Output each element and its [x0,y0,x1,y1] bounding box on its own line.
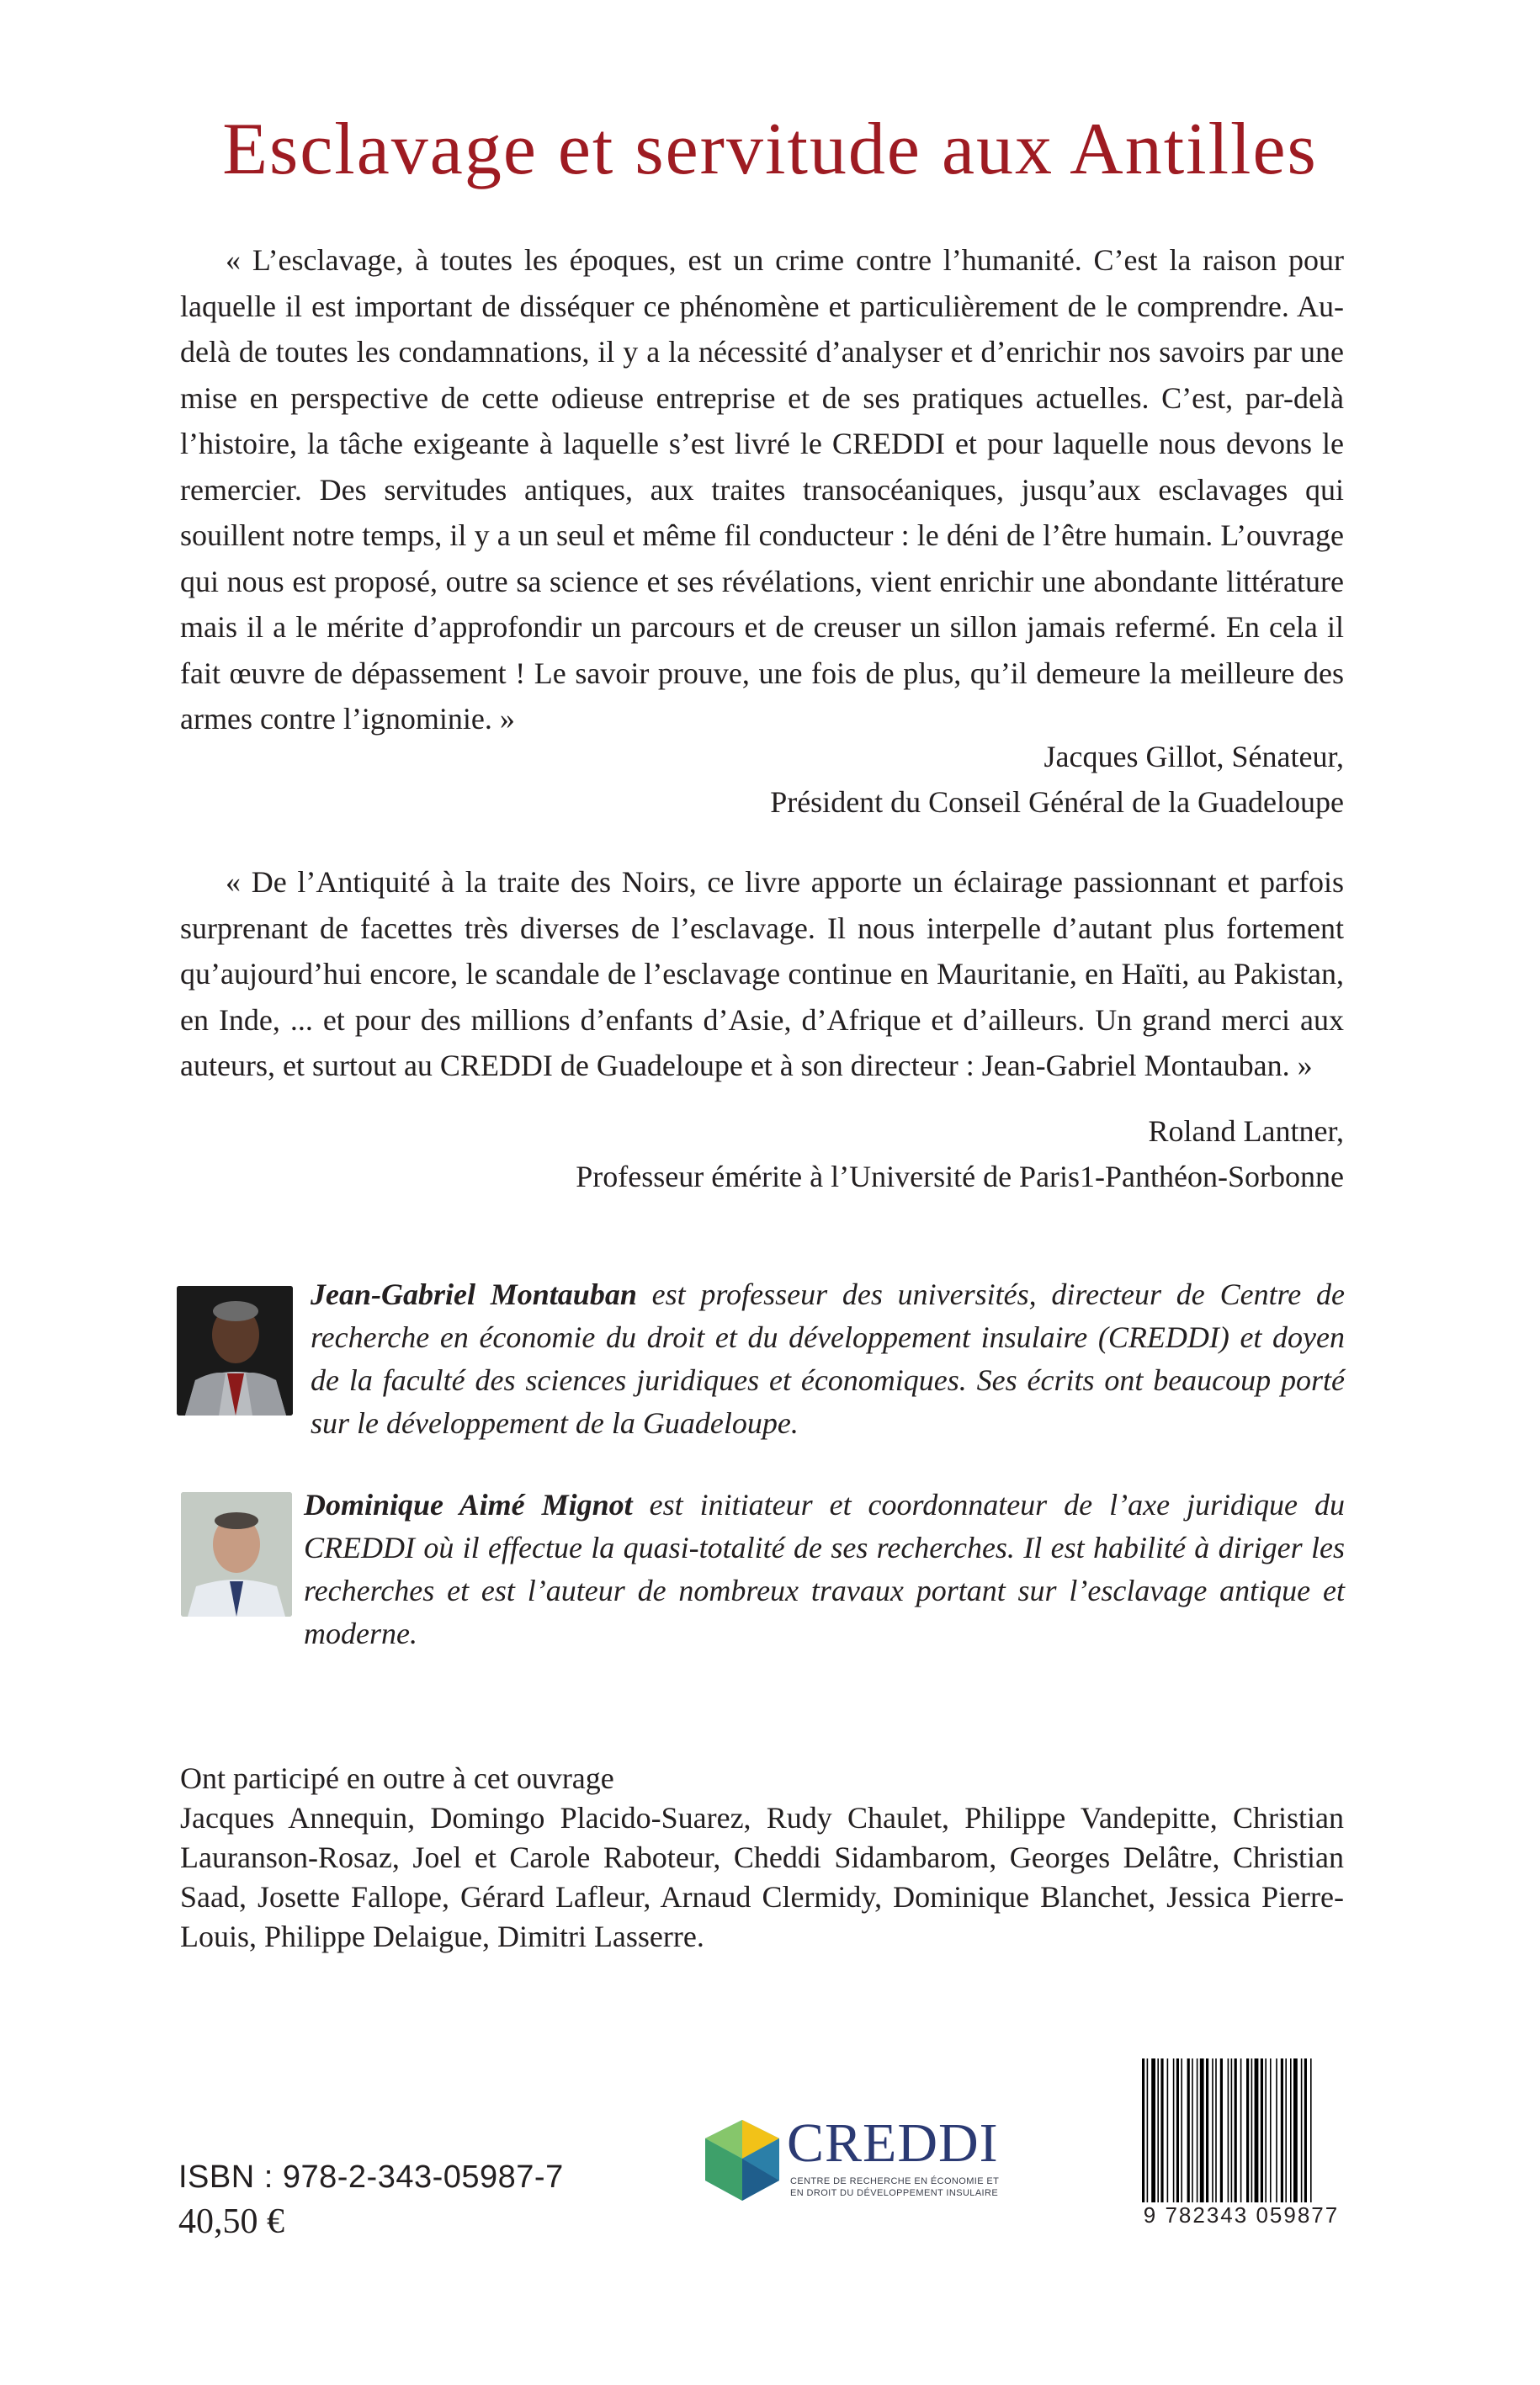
barcode-bar [1147,2058,1149,2202]
barcode-bar [1276,2058,1277,2202]
logo-wordmark: CREDDI [787,2112,999,2174]
barcode-bar [1290,2058,1292,2202]
barcode [1135,2058,1347,2202]
barcode-bar [1173,2058,1175,2202]
barcode-bar [1261,2058,1263,2202]
barcode-bar [1285,2058,1287,2202]
contributors-names: Jacques Annequin, Domingo Placido-Suarez, Rudy Chaulet, Philippe Vandepitte, Christian Lauranson-Rosaz, Joel et Carole Raboteur, Cheddi Sidambarom, Georges Delâtre, Christian Saad, Josette Fallope, Gérard Lafleur, Arnaud Clermidy, Dominique Blanchet, Jessica Pierre-Louis, Philippe Delaigue, Dimitri Lasserre. [180,1801,1344,1953]
attribution-lantner [576,1108,1344,1199]
barcode-bar [1293,2058,1298,2202]
attribution-author: Roland Lantner, [1148,1114,1344,1148]
barcode-bar [1157,2058,1159,2202]
contributors [180,1759,1344,1957]
barcode-bar [1176,2058,1179,2202]
attribution-role: Professeur émérite à l’Université de Paris1-Panthéon-Sorbonne [576,1160,1344,1193]
barcode-bar [1215,2058,1217,2202]
bio-text: est professeur des universités, directeur de Centre de recherche en économie du droit et du développement insulaire (CREDDI) et doyen de la faculté des sciences juridiques et économiques. Ses écrits ont beaucoup porté sur le développement de la Guadeloupe. [311,1277,1345,1440]
bio-montauban [311,1273,1345,1445]
contributors-lead: Ont participé en outre à cet ouvrage [180,1761,614,1795]
barcode-bar [1187,2058,1190,2202]
barcode-bar [1200,2058,1204,2202]
barcode-bar [1246,2058,1249,2202]
barcode-digits: 9 782343 059877 [1143,2202,1340,2228]
attribution-gillot [770,734,1344,825]
barcode-bar [1240,2058,1242,2202]
quote-lantner: « De l’Antiquité à la traite des Noirs, ce livre apporte un éclairage passionnant et parfois surprenant de facettes très diverses de l’esclavage. Il nous interpelle d’autant plus fortement qu’aujourd’hui encore, le scandale de l’esclavage continue en Mauritanie, en Haïti, au Pakistan, en Inde, ... et pour des millions d’enfants d’Asie, d’Afrique et d’ailleurs. Un grand merci aux auteurs, et surtout au CREDDI de Guadeloupe et à son directeur : Jean-Gabriel Montauban. » [180,865,1344,1082]
bio-text: est initiateur et coordonnateur de l’axe juridique du CREDDI où il effectue la quasi-totalité de ses recherches. Il est habilité à diriger les recherches et est l’auteur de nombreux travaux portant sur l’esclavage antique et moderne. [304,1488,1346,1650]
barcode-bar [1265,2058,1267,2202]
barcode-bar [1270,2058,1272,2202]
quote-gillot: « L’esclavage, à toutes les époques, est un crime contre l’humanité. C’est la raison pour laquelle il est important de disséquer ce phénomène et particulièrement de le comprendre. Au-delà de toutes les condamnations, il y a la nécessité d’analyser et d’enrichir nos savoirs par une mise en perspective de cette odieuse entreprise et de ses pratiques actuelles. C’est, par-delà l’histoire, la tâche exigeante à laquelle s’est livré le CREDDI et pour laquelle nous devons le remercier. Des servitudes antiques, aux traites transocéaniques, jusqu’aux esclavages qui souillent notre temps, il y a un seul et même fil conducteur : le déni de l’être humain. L’ouvrage qui nous est proposé, outre sa science et ses révélations, vient enrichir une abondante littérature mais il a le mérite d’approfondir un parcours et de creuser un sillon jamais refermé. En cela il fait œuvre de dépassement ! Le savoir prouve, une fois de plus, qu’il demeure la meilleure des armes contre l’ignominie. » [180,243,1344,736]
barcode-bar [1235,2058,1237,2202]
barcode-bar [1212,2058,1213,2202]
bio-name: Dominique Aimé Mignot [304,1488,633,1522]
price: 40,50 € [178,2202,284,2241]
barcode-bar [1181,2058,1182,2202]
bio-mignot [304,1484,1345,1655]
bio-name: Jean-Gabriel Montauban [311,1277,637,1311]
attribution-author: Jacques Gillot, Sénateur, [1043,740,1344,773]
logo-subtitle-line1: CENTRE DE RECHERCHE EN ÉCONOMIE ET [790,2176,1000,2186]
book-title: Esclavage et servitude aux Antilles [222,109,1318,190]
barcode-bar [1231,2058,1233,2202]
barcode-bar [1255,2058,1259,2202]
barcode-bar [1304,2058,1307,2202]
barcode-bar [1281,2058,1283,2202]
isbn: ISBN : 978-2-343-05987-7 [178,2159,564,2195]
barcode-bar [1251,2058,1253,2202]
attribution-role: Président du Conseil Général de la Guadeloupe [770,785,1344,819]
barcode-bar [1310,2058,1312,2202]
barcode-bar [1197,2058,1198,2202]
barcode-bar [1160,2058,1163,2202]
barcode-bar [1142,2058,1144,2202]
author-photo-montauban [177,1286,293,1416]
barcode-bar [1301,2058,1303,2202]
barcode-bar [1192,2058,1193,2202]
barcode-bar [1228,2058,1229,2202]
logo-subtitle-line2: EN DROIT DU DÉVELOPPEMENT INSULAIRE [790,2188,999,2198]
barcode-bar [1167,2058,1169,2202]
author-photo-mignot [181,1492,292,1617]
barcode-bar [1206,2058,1208,2202]
barcode-bar [1220,2058,1223,2202]
barcode-bar [1151,2058,1155,2202]
